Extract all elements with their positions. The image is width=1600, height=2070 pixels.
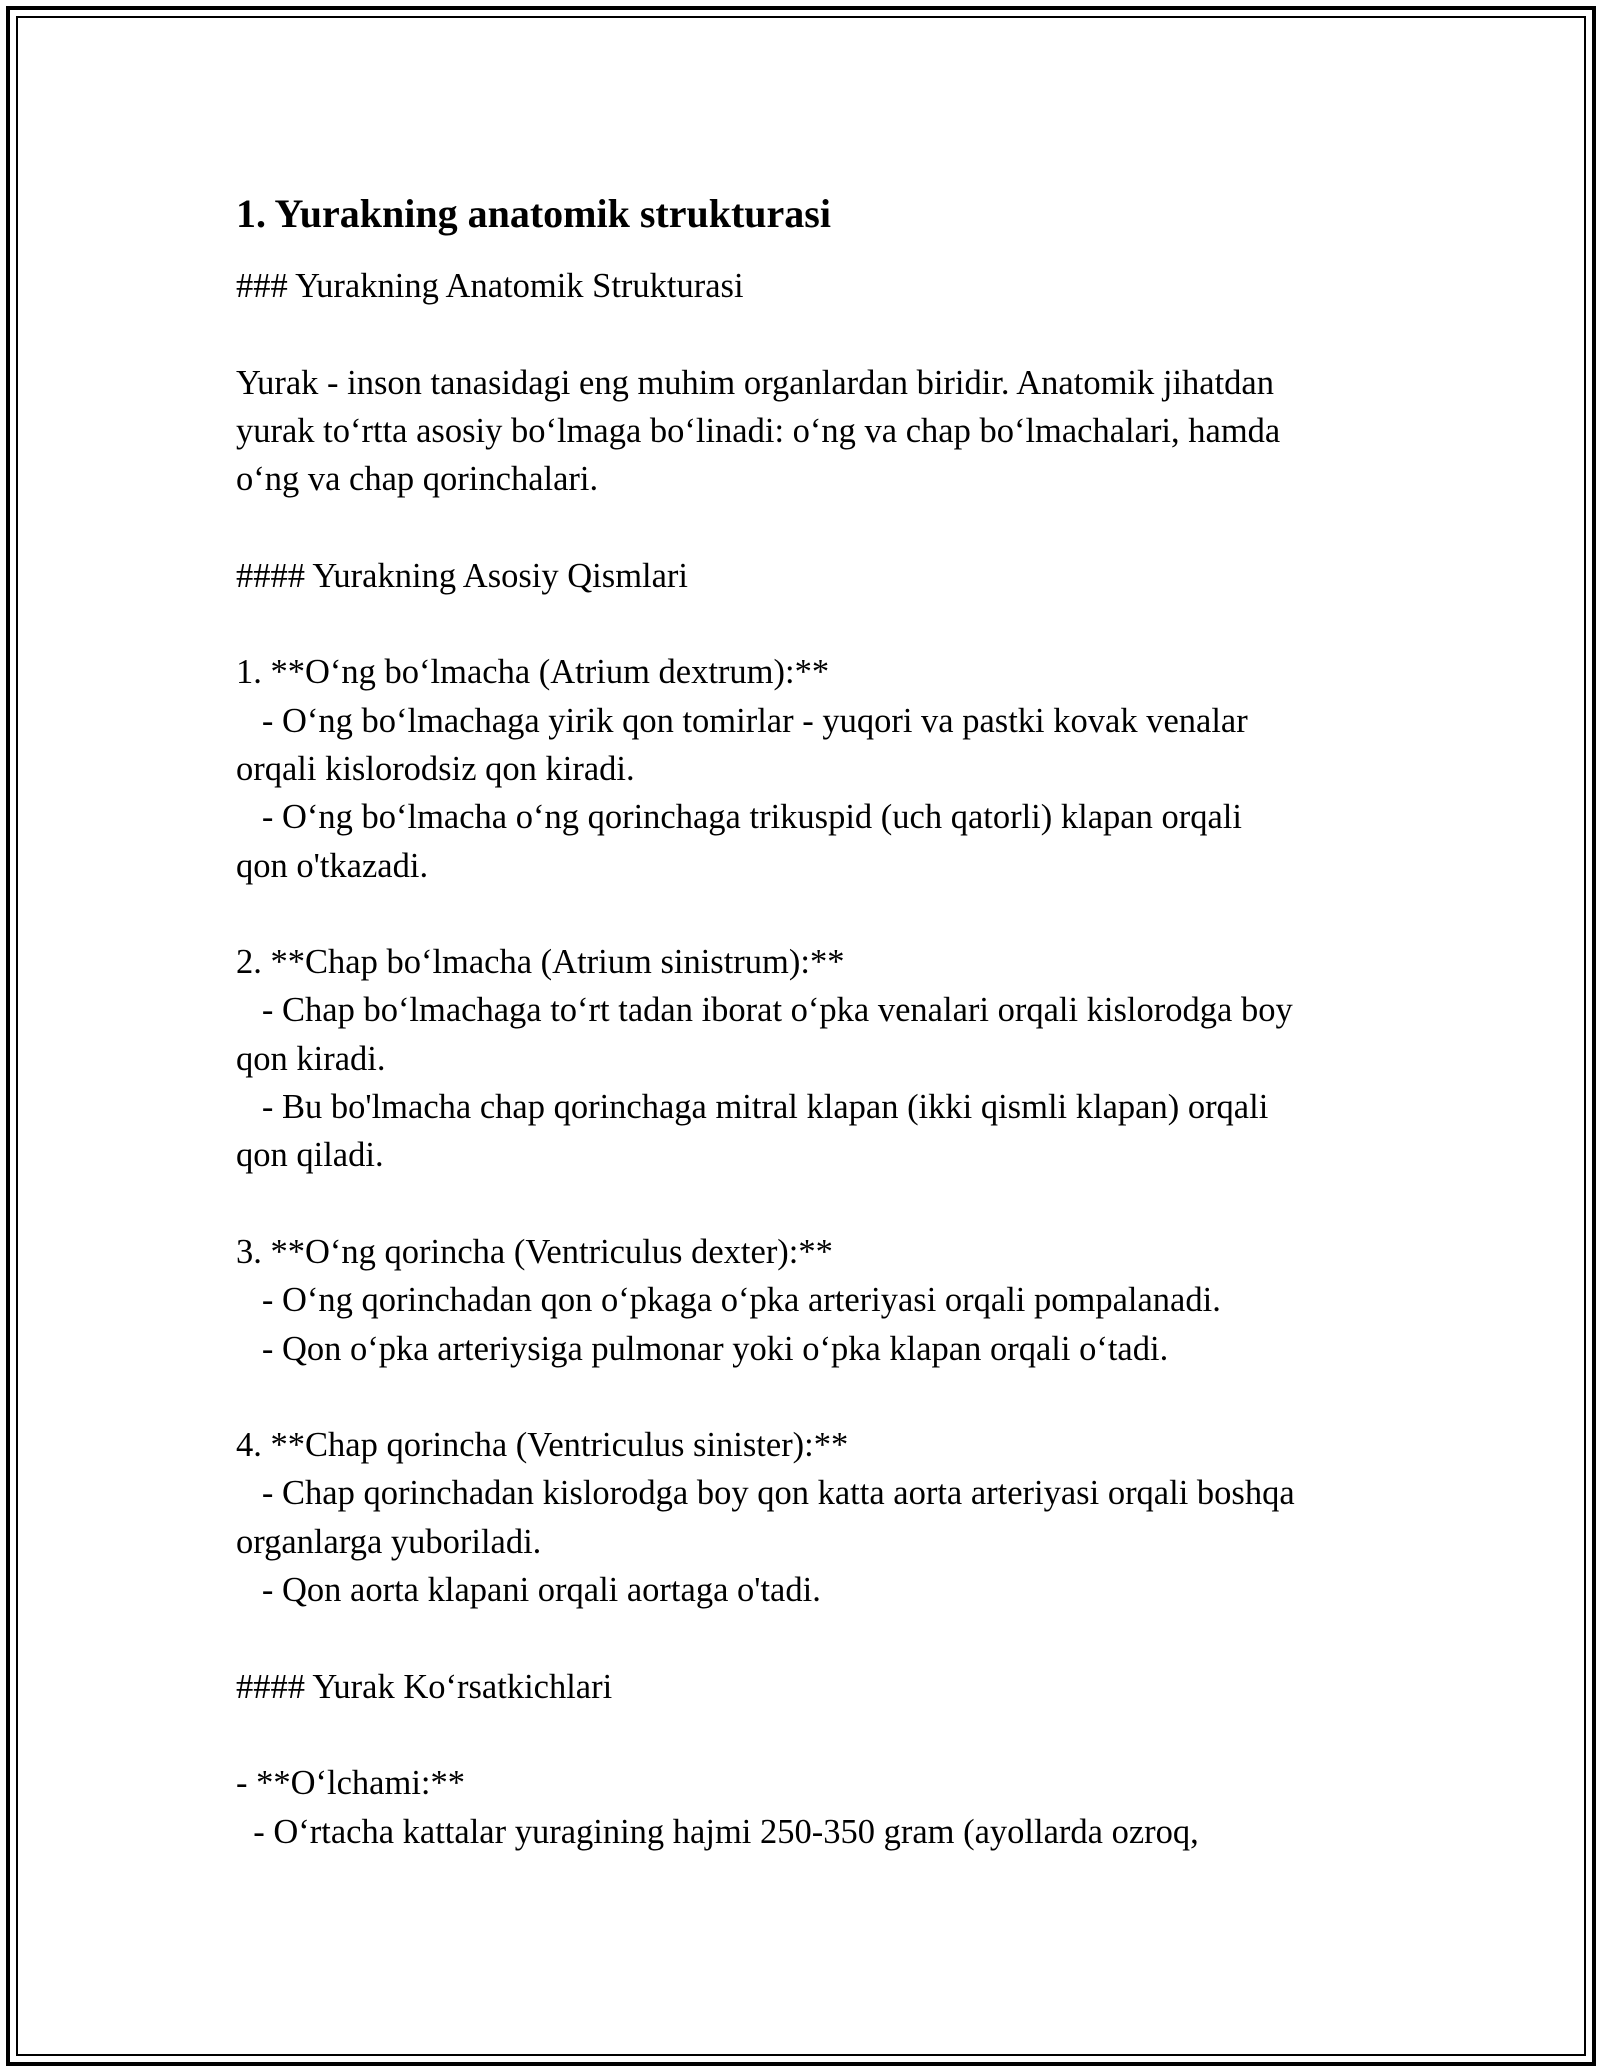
- text-line: - Chap qorinchadan kislorodga boy qon katta aorta arteriyasi orqali boshqa: [236, 1474, 1295, 1513]
- text-line: o‘ng va chap qorinchalari.: [236, 460, 599, 499]
- text-line: - Qon aorta klapani orqali aortaga o'tadi.: [236, 1571, 821, 1610]
- text-line: - **O‘lchami:**: [236, 1764, 465, 1803]
- text-lines: [236, 262, 1376, 1856]
- text-line: qon o'tkazadi.: [236, 846, 429, 885]
- text-line: qon kiradi.: [236, 1039, 386, 1078]
- text-line: orqali kislorodsiz qon kiradi.: [236, 749, 635, 788]
- text-line: - O‘rtacha kattalar yuragining hajmi 250-350 gram (ayollarda ozroq,: [236, 1812, 1199, 1851]
- text-line: #### Yurak Ko‘rsatkichlari: [236, 1667, 613, 1706]
- text-line: qon qiladi.: [236, 1136, 384, 1175]
- text-line: - Bu bo'lmacha chap qorinchaga mitral klapan (ikki qismli klapan) orqali: [236, 1088, 1269, 1127]
- text-line: ### Yurakning Anatomik Strukturasi: [236, 267, 744, 305]
- document-body: [236, 186, 1376, 1856]
- blank-line: [236, 1614, 1376, 1662]
- text-line: - Chap bo‘lmachaga to‘rt tadan iborat o‘pka venalari orqali kislorodga boy: [236, 991, 1293, 1030]
- text-line: Yurak - inson tanasidagi eng muhim organlardan biridir. Anatomik jihatdan: [236, 363, 1274, 402]
- text-line: organlarga yuboriladi.: [236, 1522, 542, 1561]
- text-line: 4. **Chap qorincha (Ventriculus sinister):**: [236, 1426, 849, 1465]
- blank-line: [236, 1373, 1376, 1421]
- blank-line: [236, 1180, 1376, 1228]
- text-line: yurak to‘rtta asosiy bo‘lmaga bo‘linadi: o‘ng va chap bo‘lmachalari, hamda: [236, 411, 1281, 450]
- text-line: - O‘ng bo‘lmacha o‘ng qorinchaga trikuspid (uch qatorli) klapan orqali: [236, 798, 1242, 837]
- text-line: - Qon o‘pka arteriysiga pulmonar yoki o‘pka klapan orqali o‘tadi.: [236, 1329, 1169, 1368]
- text-line: #### Yurakning Asosiy Qismlari: [236, 556, 689, 595]
- text-line: 3. **O‘ng qorincha (Ventriculus dexter):**: [236, 1232, 833, 1271]
- blank-line: [236, 503, 1376, 551]
- blank-line: [236, 890, 1376, 938]
- text-line: 2. **Chap bo‘lmacha (Atrium sinistrum):**: [236, 943, 845, 982]
- blank-line: [236, 310, 1376, 358]
- text-line: - O‘ng qorinchadan qon o‘pkaga o‘pka arteriyasi orqali pompalanadi.: [236, 1281, 1221, 1320]
- text-line: - O‘ng bo‘lmachaga yirik qon tomirlar - yuqori va pastki kovak venalar: [236, 701, 1248, 740]
- text-line: 1. **O‘ng bo‘lmacha (Atrium dextrum):**: [236, 653, 830, 692]
- page-title: 1. Yurakning anatomik strukturasi: [236, 191, 831, 236]
- blank-line: [236, 1711, 1376, 1759]
- blank-line: [236, 600, 1376, 648]
